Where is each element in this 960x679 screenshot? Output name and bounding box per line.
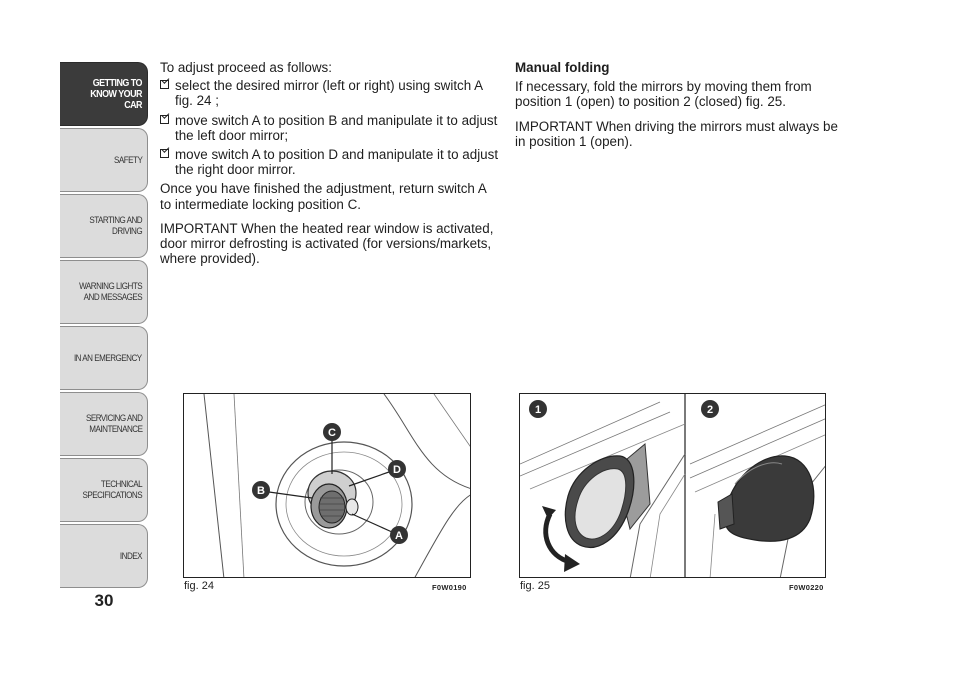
intro-text: To adjust proceed as follows: bbox=[160, 60, 332, 75]
svg-text:B: B bbox=[257, 485, 265, 497]
folding-paragraph: If necessary, fold the mirrors by moving them from position 1 (open) to position 2 (closed) fig. 25. bbox=[515, 79, 812, 110]
adjustment-paragraph: Once you have finished the adjustment, return switch A to intermediate locking position C. bbox=[160, 181, 487, 212]
tab-in-an-emergency[interactable]: IN AN EMERGENCY bbox=[60, 326, 148, 390]
svg-text:2: 2 bbox=[706, 404, 714, 416]
figure-24-mirror-switch bbox=[183, 393, 471, 578]
left-column bbox=[160, 60, 500, 275]
tab-index[interactable]: INDEX bbox=[60, 524, 148, 588]
list-item: move switch A to position D and manipulate it to adjust the right door mirror. bbox=[160, 147, 500, 177]
checkbox-bullet-icon bbox=[160, 115, 169, 124]
tab-warning-lights[interactable]: WARNING LIGHTS AND MESSAGES bbox=[60, 260, 148, 324]
right-column bbox=[515, 60, 845, 158]
marker-d bbox=[388, 460, 406, 478]
marker-a bbox=[390, 526, 408, 544]
marker-b bbox=[252, 481, 270, 499]
list-item: move switch A to position B and manipulate it to adjust the left door mirror; bbox=[160, 113, 500, 143]
figure-24-code: F0W0190 bbox=[432, 583, 467, 592]
checkbox-bullet-icon bbox=[160, 149, 169, 158]
checkbox-bullet-icon bbox=[160, 80, 169, 89]
bullet-list bbox=[160, 78, 500, 177]
marker-2 bbox=[701, 400, 719, 418]
svg-text:D: D bbox=[393, 464, 401, 476]
important-defrost-paragraph: IMPORTANT When the heated rear window is activated, door mirror defrosting is activated (for versions/markets, where provided). bbox=[160, 220, 494, 267]
tab-getting-to-know-your-car[interactable]: GETTING TO KNOW YOUR CAR bbox=[60, 62, 148, 126]
svg-text:1: 1 bbox=[534, 404, 542, 416]
figure-24-caption: fig. 24 bbox=[184, 580, 214, 592]
mirror-folding-illustration bbox=[520, 394, 826, 578]
list-item: select the desired mirror (left or right) using switch A fig. 24 ; bbox=[160, 78, 500, 108]
page-number: 30 bbox=[94, 591, 114, 610]
tab-technical-specifications[interactable]: TECHNICAL SPECIFICATIONS bbox=[60, 458, 148, 522]
svg-text:A: A bbox=[395, 530, 403, 542]
manual-folding-heading: Manual folding bbox=[515, 60, 610, 75]
svg-text:C: C bbox=[328, 427, 336, 439]
figure-25-mirror-folding bbox=[519, 393, 826, 578]
mirror-switch-illustration bbox=[184, 394, 471, 578]
figure-25-caption: fig. 25 bbox=[520, 580, 550, 592]
important-driving-paragraph: IMPORTANT When driving the mirrors must always be in position 1 (open). bbox=[515, 118, 838, 149]
marker-c bbox=[323, 423, 341, 441]
tab-servicing-and-maintenance[interactable]: SERVICING AND MAINTENANCE bbox=[60, 392, 148, 456]
tab-starting-and-driving[interactable]: STARTING AND DRIVING bbox=[60, 194, 148, 258]
marker-1 bbox=[529, 400, 547, 418]
figure-25-code: F0W0220 bbox=[789, 583, 824, 592]
tab-safety[interactable]: SAFETY bbox=[60, 128, 148, 192]
